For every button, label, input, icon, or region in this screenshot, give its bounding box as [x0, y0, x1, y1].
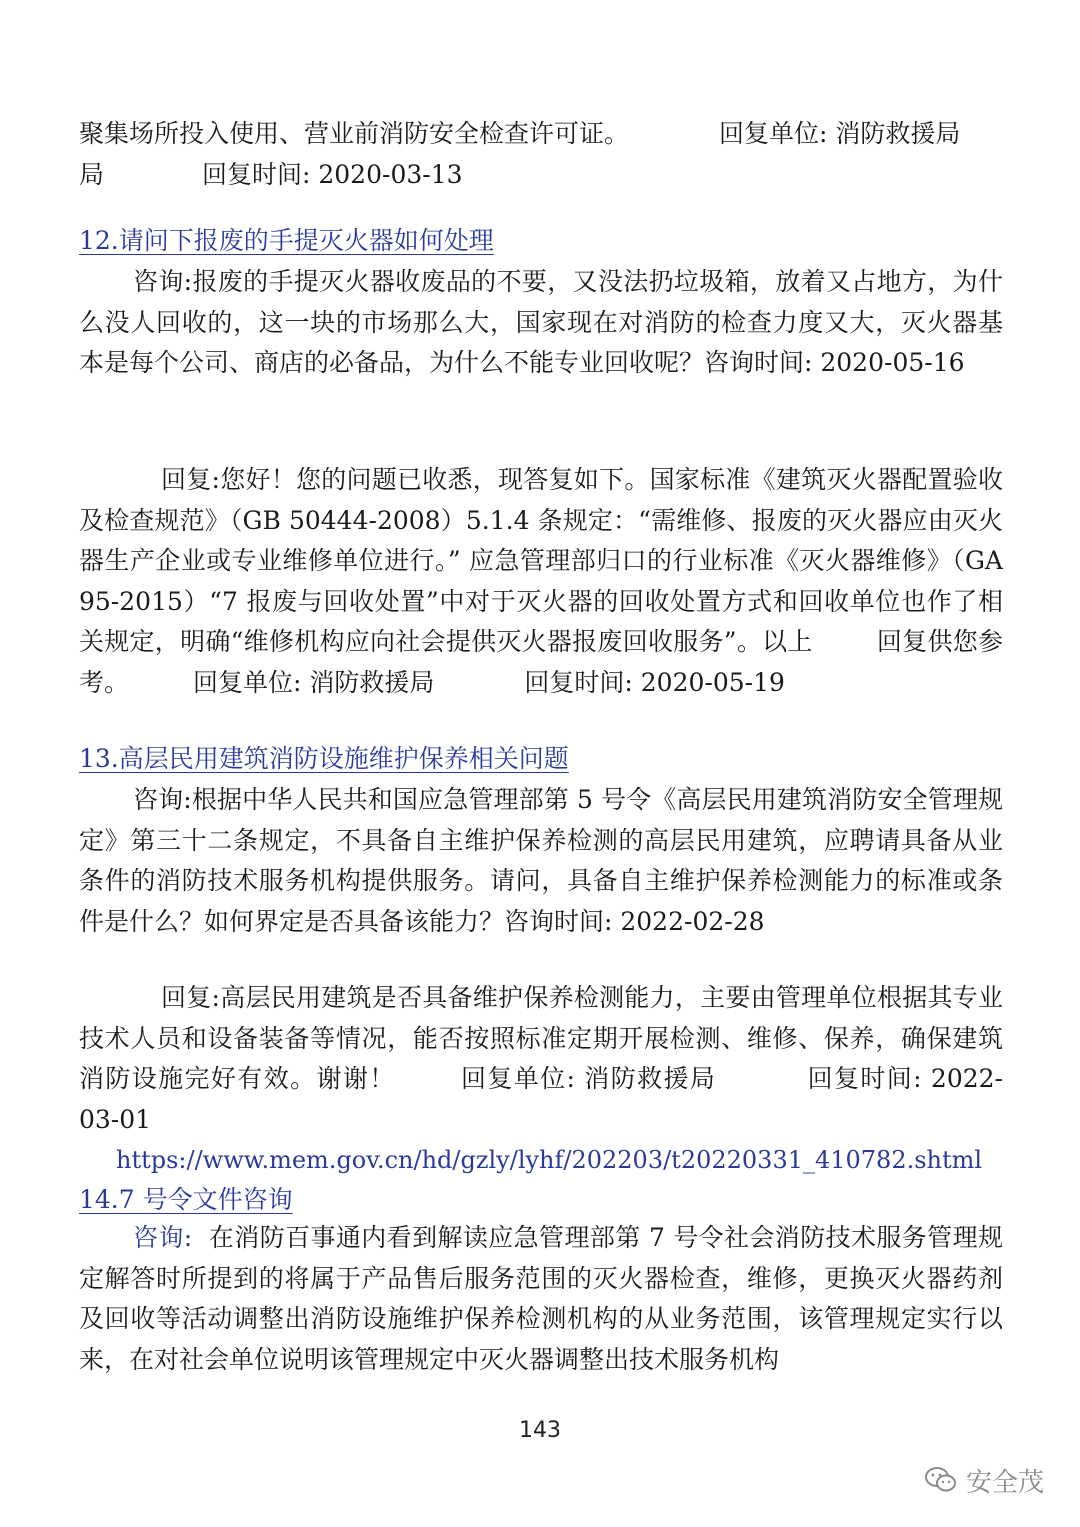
- intro-paragraph: [79, 114, 1003, 155]
- q14-heading-link[interactable]: 14.7 号令文件咨询: [79, 1185, 293, 1214]
- q12-reply-unit: 回复单位: 消防救援局: [193, 667, 435, 697]
- q12-reply-body: 回复:您好！您的问题已收悉，现答复如下。国家标准《建筑灭火器配置验收及检查规范》（GB 50444-2008）5.1.4 条规定：“需维修、报废的灭火器应由灭火器生产企业或专业维修单位进行。” 应急管理部归口的行业标准《灭火器维修》（GA 95-2015）“7 报废与回收处置”中对于灭火器的回收处置方式和回收单位也作了相关规定，明确“维修机构应向社会提供灭火器报废回收服务”。以上: [79, 465, 1003, 656]
- wechat-icon: [924, 1465, 958, 1495]
- q12-heading-link[interactable]: 12.请问下报废的手提灭火器如何处理: [79, 226, 494, 255]
- q13-source-url[interactable]: https://www.mem.gov.cn/hd/gzly/lyhf/202203/t20220331_410782.shtml: [116, 1146, 983, 1174]
- q12-consult: 咨询:报废的手提灭火器收废品的不要，又没法扔垃圾箱，放着又占地方，为什么没人回收的，这一块的市场那么大，国家现在对消防的检查力度又大，灭火器基本是每个公司、商店的必备品，为什么不能专业回收呢？咨询时间: 2020-05-16: [79, 267, 1003, 377]
- watermark: [924, 1460, 1044, 1500]
- watermark-text: 安全茂: [965, 1467, 1044, 1498]
- q12-reply: [79, 460, 1003, 703]
- q13-reply-unit: 回复单位: 消防救援局: [459, 1064, 717, 1093]
- q13-heading-link[interactable]: 13.高层民用建筑消防设施维护保养相关问题: [79, 744, 569, 773]
- q14-consult-body: 在消防百事通内看到解读应急管理部第 7 号令社会消防技术服务管理规定解答时所提到的将属于产品售后服务范围的灭火器检查，维修，更换灭火器药剂及回收等活动调整出消防设施维护保养检测机构的从业务范围，该管理规定实行以来，在对社会单位说明该管理规定中灭火器调整出技术服务机构: [79, 1223, 1003, 1374]
- q13-reply-body: 回复:高层民用建筑是否具备维护保养检测能力，主要由管理单位根据其专业技术人员和设备装备等情况，能否按照标准定期开展检测、维修、保养，确保建筑消防设施完好有效。谢谢！: [79, 983, 1003, 1093]
- intro-text: 聚集场所投入使用、营业前消防安全检查许可证。: [79, 119, 630, 148]
- q12-reply-ref: 回复供您参考。: [79, 627, 1003, 697]
- q13-reply: [79, 978, 1003, 1140]
- intro-time-line: 局 回复时间: 2020-03-13: [79, 160, 463, 189]
- q14-consult: [79, 1218, 1003, 1380]
- page-number: 143: [519, 1418, 561, 1443]
- q13-reply-time: 回复时间: 2022-03-01: [79, 1064, 1003, 1134]
- q14-consult-label: 咨询:: [133, 1223, 193, 1252]
- intro-reply-unit: 回复单位: 消防救援局: [719, 119, 961, 148]
- q12-reply-time: 回复时间: 2020-05-19: [524, 667, 785, 697]
- intro-reply-time: 回复时间: 2020-03-13: [202, 160, 463, 189]
- q13-consult: 咨询:根据中华人民共和国应急管理部第 5 号令《高层民用建筑消防安全管理规定》第三十二条规定，不具备自主维护保养检测的高层民用建筑，应聘请具备从业条件的消防技术服务机构提供服务。请问，具备自主维护保养检测能力的标准或条件是什么？如何界定是否具备该能力？咨询时间: 2022-02-28: [79, 785, 1003, 936]
